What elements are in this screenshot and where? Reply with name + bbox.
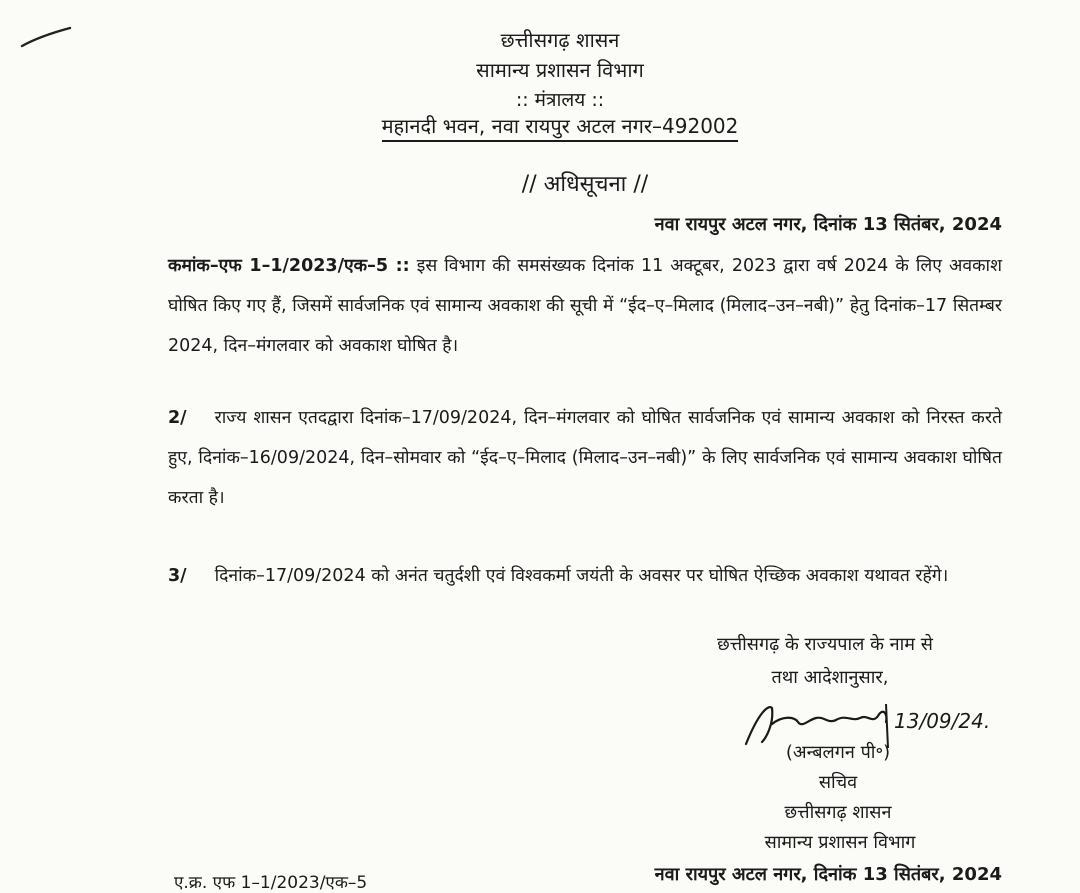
paragraph-2 [168,398,1002,518]
signatory-post: सचिव [818,772,858,793]
header-ministry: :: मंत्रालय :: [515,89,605,111]
header-address-wrap [300,112,820,139]
notification-date: नवा रायपुर अटल नगर, दिनांक 13 सितंबर, 2024 [654,214,1002,235]
paragraph-1 [168,246,1002,366]
header-department: सामान्य प्रशासन विभाग [476,58,644,82]
paragraph-2-text: राज्य शासन एतदद्वारा दिनांक–17/09/2024, दिन–मंगलवार को घोषित सार्वजनिक एवं सामान्य अवकाश को निरस्त करते हुए, दिनांक–16/09/2024, दिन–सोमवार को “ईद–ए–मिलाद (मिलाद–उन–नबी)” के लिए सार्वजनिक एवं सामान्य अवकाश घोषित करता है। [168,408,1002,508]
paragraph-3 [168,556,1002,596]
order-number: कमांक–एफ 1–1/2023/एक–5 :: [168,256,410,276]
header-address: महानदी भवन, नवा रायपुर अटल नगर–492002 [382,114,739,142]
footer-date: नवा रायपुर अटल नगर, दिनांक 13 सितंबर, 2024 [654,864,1002,885]
signoff-line-1: छत्तीसगढ़ के राज्यपाल के नाम से [717,634,933,655]
pen-stroke-mark [20,26,72,48]
signatory-dept: सामान्य प्रशासन विभाग [764,832,916,853]
header-government: छत्तीसगढ़ शासन [500,28,620,52]
signoff-line-2: तथा आदेशानुसार, [771,667,889,688]
paragraph-1-text: इस विभाग की समसंख्यक दिनांक 11 अक्टूबर, 2023 द्वारा वर्ष 2024 के लिए अवकाश घोषित किए गए हैं, जिसमें सार्वजनिक एवं सामान्य अवकाश की सूची में “ईद–ए–मिलाद (मिलाद–उन–नबी)” हेतु दिनांक–17 सितम्बर 2024, दिन–मंगलवार को अवकाश घोषित है। [168,256,1002,356]
notification-title: // अधिसूचना // [521,172,649,197]
paragraph-2-number: 2/ [168,408,187,428]
paragraph-3-text: दिनांक–17/09/2024 को अनंत चतुर्दशी एवं विश्वकर्मा जयंती के अवसर पर घोषित ऐच्छिक अवकाश यथावत रहेंगे। [214,566,949,586]
footer-reference: ए.क्र. एफ 1–1/2023/एक–5 [174,873,368,893]
paragraph-3-number: 3/ [168,566,187,586]
signature-date: 13/09/24. [894,709,991,733]
signatory-name: (अन्बलगन पी॰) [785,742,891,763]
signatory-state: छत्तीसगढ़ शासन [784,802,892,823]
